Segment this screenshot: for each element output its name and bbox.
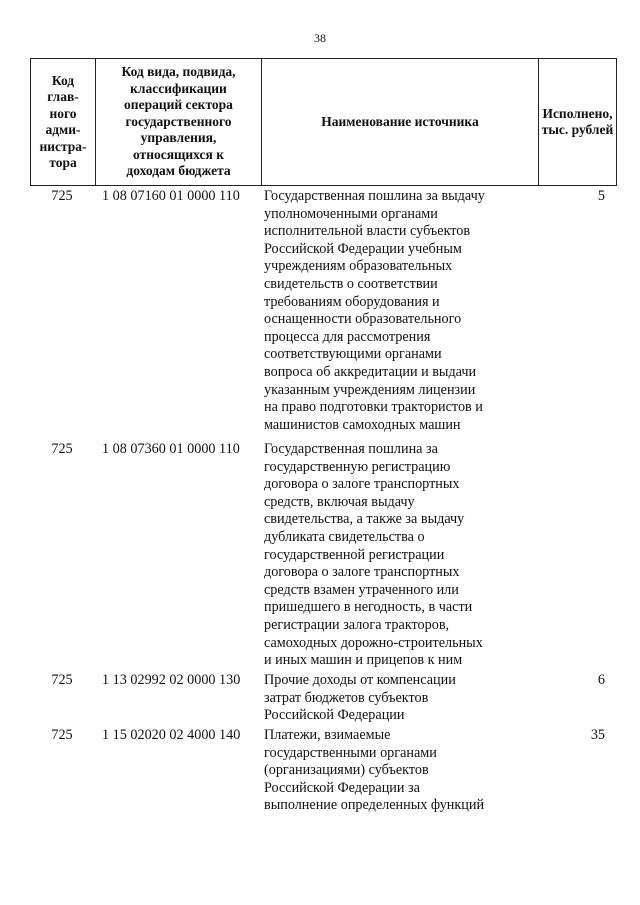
classification-code-cell: 1 08 07160 01 0000 110 <box>102 188 240 204</box>
admin-code-cell: 725 <box>51 441 73 457</box>
executed-value-cell: 5 <box>597 188 605 204</box>
header-source-name: Наименование источника <box>261 59 538 185</box>
header-executed: Исполнено, тыс. рублей <box>538 59 616 185</box>
admin-code-cell: 725 <box>51 727 73 743</box>
source-name-cell: Государственная пошлина за выдачу уполномоченными органами исполнительной власти субъектов Российской Федерации учебным учреждениям образовательных свидетельств о соответствии требованиям оборудования и оснащенности образовательного процесса для рассмотрения соответствующими органами вопроса об аккредитации и выдачи указанным учреждениям лицензии на право подготовки трактористов и машинистов самоходных машин <box>264 188 485 433</box>
admin-code-cell: 725 <box>51 672 73 688</box>
executed-value-cell: 35 <box>590 727 605 743</box>
header-admin-code: Код глав- ного адми- нистра- тора <box>39 72 87 170</box>
executed-value-cell: 6 <box>597 672 605 688</box>
header-classification-code: Код вида, подвида, классификации операций сектора государственного управления, относящихся к доходам бюджета <box>95 59 261 185</box>
classification-code-cell: 1 13 02992 02 0000 130 <box>102 672 241 688</box>
source-name-cell: Государственная пошлина за государственную регистрацию договора о залоге транспортных средств, включая выдачу свидетельства, а также за выдачу дубликата свидетельства о государственной регистрации договора о залоге транспортных средств взамен утраченного или пришедшего в негодность, в части регистрации залога тракторов, самоходных дорожно-строительных и иных машин и прицепов к ним <box>264 441 483 669</box>
page-number: 38 <box>314 31 326 45</box>
source-name-cell: Прочие доходы от компенсации затрат бюджетов субъектов Российской Федерации <box>264 672 456 724</box>
classification-code-cell: 1 08 07360 01 0000 110 <box>102 441 240 457</box>
classification-code-cell: 1 15 02020 02 4000 140 <box>102 727 241 743</box>
table-header <box>30 58 617 186</box>
source-name-cell: Платежи, взимаемые государственными органами (организациями) субъектов Российской Федерации за выполнение определенных функций <box>264 727 485 814</box>
admin-code-cell: 725 <box>51 188 73 204</box>
